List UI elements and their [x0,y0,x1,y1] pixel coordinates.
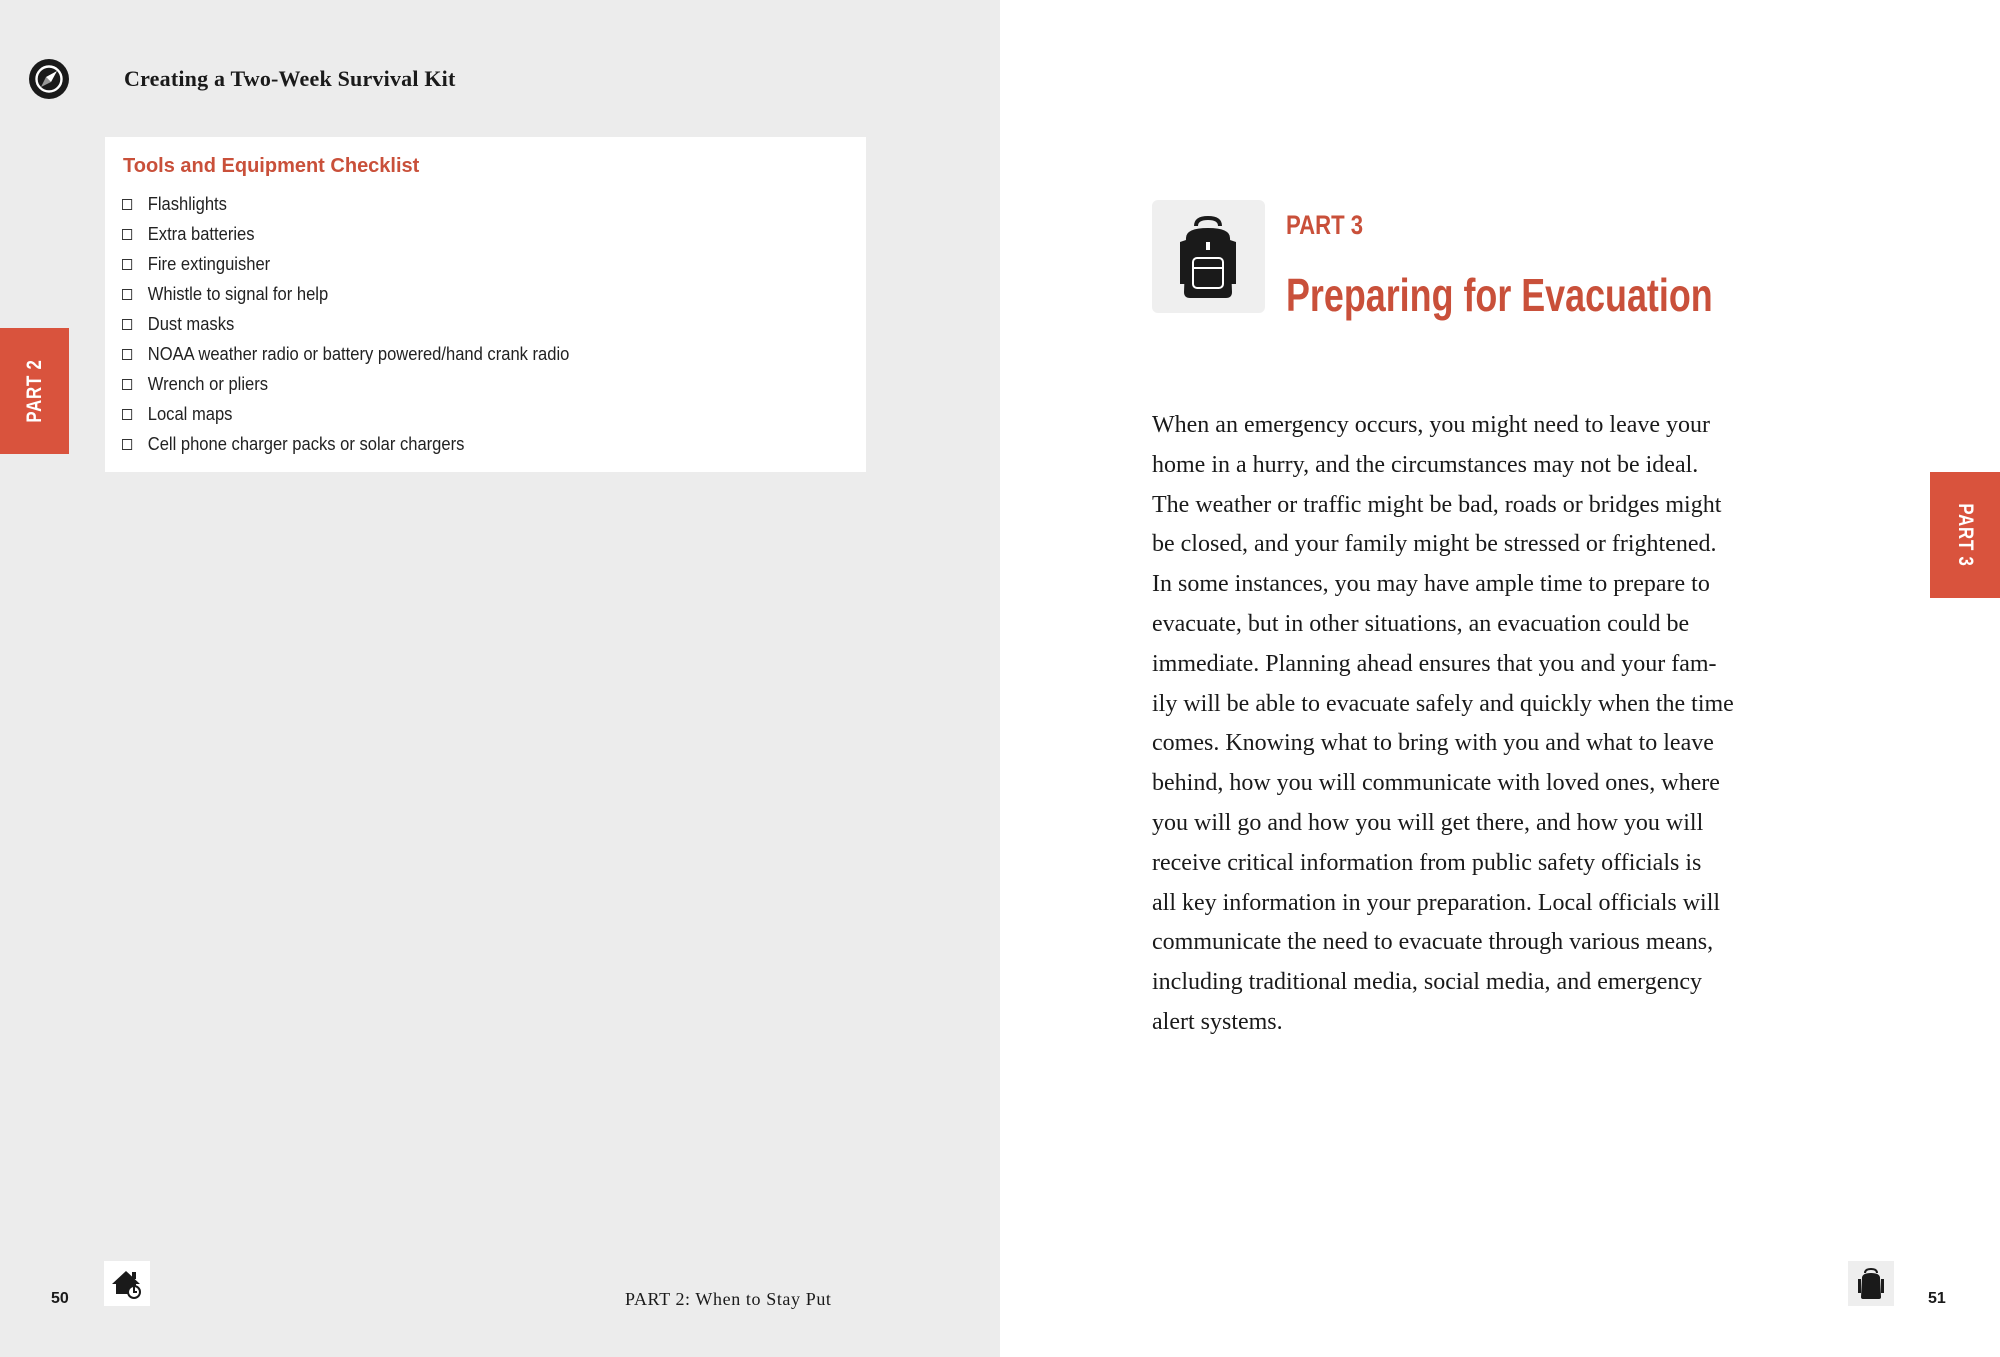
body-line: immediate. Planning ahead ensures that you and your fam- [1152,650,1717,677]
checklist-item [122,399,569,429]
body-line: When an emergency occurs, you might need to leave your [1152,412,1711,438]
body-line: all key information in your preparation. Local officials will [1152,889,1721,916]
checklist-item-label: Extra batteries [147,223,255,244]
side-tab-label: PART 2 [22,359,46,423]
body-line: In some instances, you may have ample time to prepare to [1152,571,1710,598]
checklist-item-label: Flashlights [147,193,227,214]
backpack-icon [1152,200,1265,313]
checkbox [122,259,132,270]
backpack-icon [1848,1261,1894,1306]
checklist-item-label: Dust masks [147,313,235,334]
section-header: Creating a Two-Week Survival Kit [124,66,456,91]
checkbox [122,289,132,300]
part-label: PART 3 [1286,210,1364,240]
side-tab-part-2 [0,328,69,454]
checklist-title: Tools and Equipment Checklist [123,155,420,177]
page-number-right: 51 [1928,1290,1946,1307]
body-line: you will go and how you will get there, and how you will [1152,809,1704,836]
checkbox [122,409,132,420]
body-line: including traditional media, social media, and emergency [1152,969,1703,996]
checklist-item-label: Wrench or pliers [147,373,269,394]
body-line: behind, how you will communicate with loved ones, where [1152,770,1720,797]
body-line: be closed, and your family might be stressed or frightened. [1152,531,1717,558]
body-line: comes. Knowing what to bring with you and what to leave [1152,730,1714,757]
checklist-item [122,219,569,249]
checklist-item-label: Cell phone charger packs or solar chargers [147,433,465,454]
checkbox [122,379,132,390]
page-number-left: 50 [51,1290,69,1307]
side-tab-part-3 [1930,472,2000,598]
body-line: evacuate, but in other situations, an evacuation could be [1152,610,1690,637]
checklist-box [105,137,866,472]
home-icon [104,1261,150,1306]
checklist-item-label: Local maps [147,403,233,424]
body-line: The weather or traffic might be bad, roads or bridges might [1152,491,1722,518]
body-line: ily will be able to evacuate safely and quickly when the time [1152,690,1734,717]
checkbox [122,439,132,450]
chapter-title: Preparing for Evacuation [1286,269,1713,321]
checklist-item [122,189,569,219]
checklist-item [122,339,569,369]
compass-icon [28,58,70,100]
checklist-item [122,249,569,279]
running-footer: PART 2: When to Stay Put [625,1289,832,1309]
checklist-item-label: Whistle to signal for help [147,283,329,304]
side-tab-label: PART 3 [1954,503,1977,567]
checkbox [122,199,132,210]
checklist-item [122,429,569,459]
checkbox [122,229,132,240]
body-line: alert systems. [1152,1008,1283,1035]
checkbox [122,319,132,330]
checklist [122,189,608,459]
checkbox [122,349,132,360]
checklist-item [122,309,569,339]
checklist-item-label: NOAA weather radio or battery powered/hand crank radio [147,343,570,364]
body-line: receive critical information from public safety officials is [1152,849,1702,876]
body-line: home in a hurry, and the circumstances may not be ideal. [1152,451,1699,478]
checklist-item [122,369,569,399]
checklist-item-label: Fire extinguisher [147,253,271,274]
checklist-item [122,279,569,309]
body-line: communicate the need to evacuate through various means, [1152,929,1714,956]
body-text [1152,406,1762,1043]
